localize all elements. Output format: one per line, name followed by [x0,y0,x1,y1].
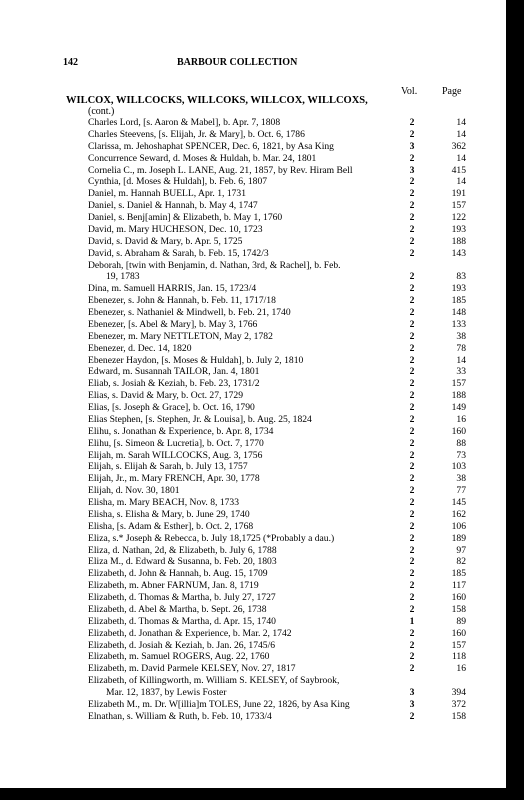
entry-row [0,129,506,141]
entry-row [0,295,506,307]
entry-page: 78 [456,342,466,354]
entry-text: Elias, s. David & Mary, b. Oct. 27, 1729 [88,390,243,402]
entry-row [0,675,506,699]
entry-row [0,307,506,319]
page-title: BARBOUR COLLECTION [177,57,298,68]
entry-page: 77 [456,485,466,497]
entry-row [0,188,506,200]
entry-text: Deborah, [twin with Benjamin, d. Nathan, 3rd, & Rachel], b. Feb. [88,259,341,271]
entry-text: Elizabeth, m. David Parmele KELSEY, Nov. 27, 1817 [88,663,296,675]
page-number: 142 [63,57,78,68]
entry-page: 14 [456,176,466,188]
entry-volume: 2 [409,402,415,413]
entry-volume: 2 [409,188,415,200]
entry-page: 33 [456,366,466,378]
entry-volume: 2 [409,568,415,580]
entry-text: Daniel, s. Daniel & Hannah, b. May 4, 1747 [88,200,258,212]
entry-text: Elizabeth, d. Thomas & Martha, d. Apr. 15, 1740 [88,615,276,627]
entry-page: 372 [451,698,466,710]
entry-volume: 2 [409,212,415,223]
entry-text: Elihu, [s. Simeon & Lucretia], b. Oct. 7, 1770 [88,437,264,449]
entry-text: Concurrence Seward, d. Moses & Huldah, b. Mar. 24, 1801 [88,152,317,164]
entry-row [0,592,506,604]
entry-row [0,165,506,177]
entry-page: 160 [451,592,466,603]
entry-row [0,450,506,462]
entry-row [0,651,506,663]
entry-text: Elnathan, s. William & Ruth, b. Feb. 10, 1733/4 [88,710,272,722]
entry-volume: 2 [409,176,415,188]
entry-row [0,640,506,652]
entry-text: Elizabeth, d. Thomas & Martha, b. July 27, 1727 [88,592,276,603]
entry-volume: 2 [409,247,415,259]
entry-page: 14 [456,128,466,140]
entry-page: 38 [456,330,466,342]
entry-text: Daniel, s. Benj[amin] & Elizabeth, b. May 1, 1760 [88,212,283,223]
entry-volume: 2 [409,651,415,663]
entry-page: 143 [451,247,466,259]
entry-text: Elisha, m. Mary BEACH, Nov. 8, 1733 [88,497,240,508]
entry-volume: 2 [409,330,415,342]
entry-text: Elizabeth, d. Jonathan & Experience, b. Mar. 2, 1742 [88,627,292,639]
entry-volume: 2 [409,437,415,449]
entry-row [0,236,506,248]
entry-text: Elizabeth, d. Abel & Martha, b. Sept. 26, 1738 [88,603,267,615]
entry-row [0,390,506,402]
entry-volume: 2 [409,603,415,615]
entry-text: David, s. David & Mary, b. Apr. 5, 1725 [88,235,243,247]
entry-text: Elijah, s. Elijah & Sarah, b. July 13, 1757 [88,461,248,473]
entry-text: Elizabeth, of Killingworth, m. William S. KELSEY, of Saybrook, [88,675,340,687]
entry-volume: 2 [409,117,415,128]
entry-volume: 2 [409,200,415,212]
entry-text: Dina, m. Samuell HARRIS, Jan. 15, 1723/4 [88,283,257,295]
entry-volume: 2 [409,544,415,556]
entry-row [0,212,506,224]
entry-page: 193 [451,283,466,295]
entry-page: 118 [451,651,466,663]
entry-text: Elijah, m. Sarah WILLCOCKS, Aug. 3, 1756 [88,449,263,461]
entry-text: Ebenezer, m. Mary NETTLETON, May 2, 1782 [88,330,273,342]
entry-text: Elisha, s. Elisha & Mary, b. June 29, 1740 [88,508,250,520]
entry-volume: 2 [409,307,415,318]
entry-text: Eliza M., d. Edward & Susanna, b. Feb. 20, 1803 [88,556,277,568]
entry-volume: 2 [409,556,415,568]
entry-row [0,545,506,557]
entry-volume: 2 [409,354,415,366]
entry-page: 157 [451,378,466,390]
entry-page: 133 [451,318,466,330]
entry-volume: 2 [409,378,415,390]
entry-page: 157 [451,200,466,212]
entry-row [0,141,506,153]
entry-volume: 3 [409,164,415,176]
entry-row [0,283,506,295]
entry-row [0,366,506,378]
entry-row [0,426,506,438]
entry-volume: 2 [409,508,415,520]
entry-page: 162 [451,508,466,520]
entry-row [0,402,506,414]
entry-volume: 2 [409,473,415,485]
entry-row [0,616,506,628]
vol-column-header: Vol. [401,86,418,97]
entry-volume: 2 [409,152,415,164]
entry-page: 157 [451,639,466,651]
entry-page: 185 [451,568,466,580]
entry-row [0,699,506,711]
surname-heading: WILCOX, WILLCOCKS, WILLCOKS, WILLCOX, WILLCOXS, [66,95,368,106]
entry-text: Cynthia, [d. Moses & Huldah], b. Feb. 6, 1807 [88,176,268,188]
entry-volume: 2 [409,497,415,508]
entry-volume: 2 [409,580,415,592]
entry-row [0,224,506,236]
entry-text: Elizabeth M., m. Dr. W[illia]m TOLES, June 22, 1826, by Asa King [88,698,350,710]
entry-volume: 2 [409,342,415,354]
entry-text: Elihu, s. Jonathan & Experience, b. Apr. 8, 1734 [88,425,274,437]
entry-volume: 2 [409,449,415,461]
entry-row [0,176,506,188]
entry-row [0,485,506,497]
entry-page: 188 [451,390,466,402]
entry-text: Elias Stephen, [s. Stephen, Jr. & Louisa], b. Aug. 25, 1824 [88,413,312,425]
entry-page: 83 [456,271,466,283]
entry-row [0,568,506,580]
entry-text: Elizabeth, m. Samuel ROGERS, Aug. 22, 1760 [88,651,270,663]
entry-volume: 2 [409,485,415,497]
continued-label: (cont.) [88,106,115,117]
entry-page: 149 [451,402,466,413]
entry-page: 148 [451,307,466,318]
entry-volume: 2 [409,413,415,425]
entry-text: Elizabeth, d. Josiah & Keziah, b. Jan. 26, 1745/6 [88,639,276,651]
entry-row [0,414,506,426]
entry-page: 38 [456,473,466,485]
entry-text-continued: Mar. 12, 1837, by Lewis Foster [106,687,227,698]
entry-text: Ebenezer Haydon, [s. Moses & Huldah], b. July 2, 1810 [88,354,304,366]
entry-page: 82 [456,556,466,568]
entry-text: Daniel, m. Hannah BUELL, Apr. 1, 1731 [88,188,247,200]
entry-row [0,509,506,521]
entry-row [0,533,506,545]
entry-row [0,521,506,533]
entry-volume: 2 [409,271,415,283]
entry-text: David, s. Abraham & Sarah, b. Feb. 15, 1742/3 [88,247,269,259]
entry-text: Charles Steevens, [s. Elijah, Jr. & Mary], b. Oct. 6, 1786 [88,128,305,140]
entry-page: 16 [456,413,466,425]
entry-text: Ebenezer, s. Nathaniel & Mindwell, b. Feb. 21, 1740 [88,307,291,318]
entry-page: 158 [451,603,466,615]
entry-page: 193 [451,223,466,235]
entry-text: Elizabeth, d. John & Hannah, b. Aug. 15, 1709 [88,568,268,580]
entry-page: 191 [451,188,466,200]
entry-text: Elisha, [s. Adam & Esther], b. Oct. 2, 1768 [88,520,254,532]
entry-text: Eliza, s.* Joseph & Rebecca, b. July 18,1725 (*Probably a dau.) [88,532,335,544]
entry-row [0,497,506,509]
entry-page: 188 [451,235,466,247]
entry-text: Eliab, s. Josiah & Keziah, b. Feb. 23, 1731/2 [88,378,260,390]
entry-volume: 2 [409,532,415,544]
entry-row [0,556,506,568]
entry-row [0,355,506,367]
entry-row [0,711,506,723]
entry-page: 145 [451,497,466,508]
entry-volume: 2 [409,366,415,378]
entry-volume: 3 [409,698,415,710]
entry-row [0,438,506,450]
entry-page: 88 [456,437,466,449]
entry-page: 73 [456,449,466,461]
entry-text-continued: 19, 1783 [106,271,140,283]
entry-text: Eliza, d. Nathan, 2d, & Elizabeth, b. July 6, 1788 [88,544,277,556]
entry-volume: 1 [409,615,415,627]
entry-page: 89 [456,615,466,627]
entry-text: Elizabeth, m. Abner FARNUM, Jan. 8, 1719 [88,580,259,592]
entry-page: 97 [456,544,466,556]
entry-volume: 2 [409,592,415,603]
entry-page: 189 [451,532,466,544]
entry-list [0,117,506,723]
entry-text: Elias, [s. Joseph & Grace], b. Oct. 16, 1790 [88,402,255,413]
entry-volume: 2 [409,663,415,675]
entry-text: David, m. Mary HUCHESON, Dec. 10, 1723 [88,223,263,235]
entry-page: 160 [451,425,466,437]
entry-text: Ebenezer, [s. Abel & Mary], b. May 3, 1766 [88,318,258,330]
entry-page: 14 [456,152,466,164]
entry-page: 185 [451,295,466,307]
entry-page: 106 [451,520,466,532]
entry-text: Edward, m. Susannah TAILOR, Jan. 4, 1801 [88,366,260,378]
entry-text: Clarissa, m. Jehoshaphat SPENCER, Dec. 6, 1821, by Asa King [88,140,334,152]
entry-volume: 2 [409,283,415,295]
entry-row [0,604,506,616]
entry-text: Cornelia C., m. Joseph L. LANE, Aug. 21, 1857, by Rev. Hiram Bell [88,164,353,176]
entry-row [0,331,506,343]
entry-row [0,117,506,129]
entry-volume: 2 [409,295,415,307]
entry-row [0,580,506,592]
entry-volume: 3 [409,140,415,152]
entry-page: 103 [451,461,466,473]
entry-volume: 2 [409,390,415,402]
entry-text: Elijah, Jr., m. Mary FRENCH, Apr. 30, 1778 [88,473,260,485]
entry-row [0,200,506,212]
entry-page: 158 [451,710,466,722]
entry-page: 14 [456,117,466,128]
entry-page: 117 [451,580,466,592]
entry-row [0,319,506,331]
entry-page: 16 [456,663,466,675]
entry-text: Elijah, d. Nov. 30, 1801 [88,485,180,497]
entry-text: Ebenezer, d. Dec. 14, 1820 [88,342,192,354]
entry-page: 394 [451,687,466,698]
entry-volume: 2 [409,235,415,247]
entry-row [0,628,506,640]
entry-text: Ebenezer, s. John & Hannah, b. Feb. 11, 1717/18 [88,295,276,307]
entry-row [0,260,506,284]
entry-row [0,663,506,675]
entry-page: 160 [451,627,466,639]
entry-row [0,461,506,473]
entry-row [0,378,506,390]
entry-volume: 3 [409,687,415,698]
entry-page: 14 [456,354,466,366]
entry-row [0,343,506,355]
entry-volume: 2 [409,128,415,140]
entry-volume: 2 [409,627,415,639]
entry-volume: 2 [409,639,415,651]
entry-row [0,473,506,485]
entry-page: 122 [451,212,466,223]
page-column-header: Page [442,86,462,97]
entry-volume: 2 [409,318,415,330]
entry-volume: 2 [409,710,415,722]
entry-volume: 2 [409,425,415,437]
entry-page: 362 [451,140,466,152]
entry-volume: 2 [409,461,415,473]
entry-row [0,153,506,165]
entry-volume: 2 [409,223,415,235]
entry-volume: 2 [409,520,415,532]
entry-text: Charles Lord, [s. Aaron & Mabel], b. Apr. 7, 1808 [88,117,281,128]
entry-row [0,248,506,260]
entry-page: 415 [451,164,466,176]
